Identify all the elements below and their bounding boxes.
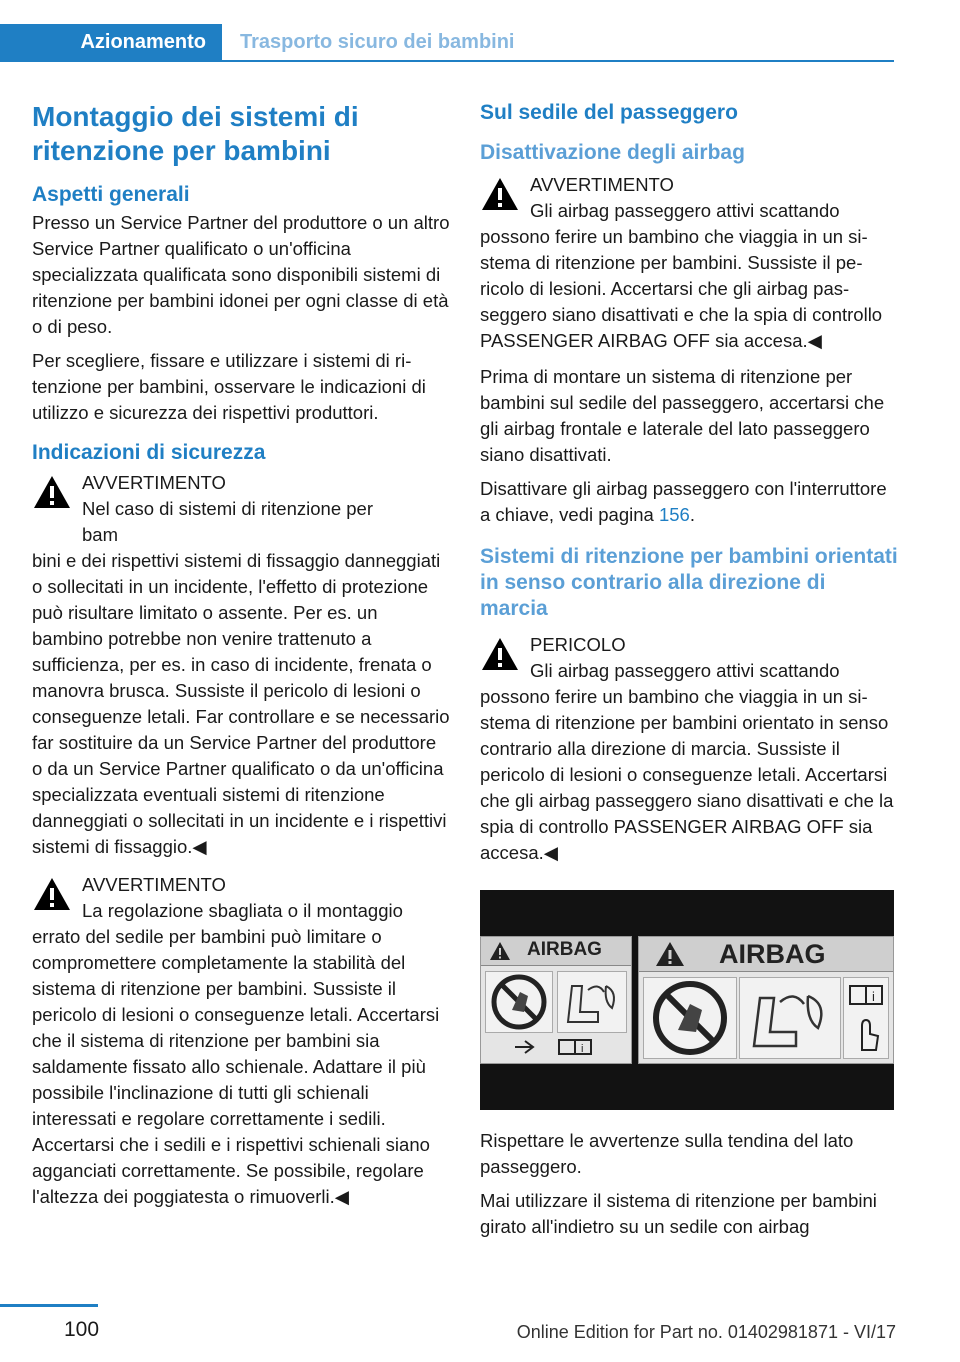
airbag-deploy-pictogram xyxy=(739,977,841,1059)
svg-text:i: i xyxy=(872,989,875,1004)
deactivate-paragraph-2-end: . xyxy=(689,504,695,525)
general-heading: Aspetti generali xyxy=(32,183,190,206)
no-child-seat-pictogram xyxy=(485,971,553,1033)
page-number: 100 xyxy=(64,1318,100,1341)
left-column xyxy=(32,100,450,1220)
warning-first-line: Gli airbag passeggero attivi scattando xyxy=(530,200,840,221)
footer-rule xyxy=(0,1304,98,1307)
warning-triangle-icon xyxy=(32,876,72,912)
right-column xyxy=(480,100,898,1248)
danger-block xyxy=(480,632,898,866)
warning-triangle-icon xyxy=(655,941,685,967)
danger-first-line: Gli airbag passeggero attivi scattando xyxy=(530,660,840,681)
warning-triangle-icon xyxy=(489,941,511,961)
deactivate-paragraph-2 xyxy=(480,476,898,528)
airbag-label-image xyxy=(480,890,894,1110)
general-paragraph-2: Per scegliere, fissare e utilizzare i sistemi di ritenzione per bambini, osservare le indicazioni di utilizzo e sicurezza dei rispettivi produttori. xyxy=(32,350,426,423)
passenger-seat-heading: Sul sedile del passeggero xyxy=(480,101,738,124)
warning-block-3 xyxy=(480,172,898,354)
warning-title: AVVERTIMENTO xyxy=(530,174,674,195)
airbag-label-small xyxy=(480,936,632,1064)
prohibited-child-seat-icon xyxy=(486,972,552,1032)
warning-body: bini e dei rispettivi sistemi di fissaggio danneggiati o sollecitati in un incidente, l'effetto di protezione può risultare limitato o assente. Per es. un bambino potrebbe non venire trattenuto a sufficienza, per es. in caso di incidente, frenata o manovra brusca. Sussiste il pericolo di lesioni o conseguenze letali. Far controllare e se necessario far sostituire da un Service Partner del produttore o da un Service Partner qualificato o da un'officina specializzata eventuali sistemi di ritenzione danneggiati o sollecitati in un incidente e i rispettivi sistemi di fissaggio.◀ xyxy=(32,550,450,857)
edition-note: Online Edition for Part no. 01402981871 - VI/17 xyxy=(516,1322,896,1342)
manual-hand-pictogram xyxy=(843,977,889,1059)
airbag-deploy-icon xyxy=(558,972,626,1032)
hand-book-icon xyxy=(844,978,888,1058)
warning-triangle-icon xyxy=(480,636,520,672)
warning-title: AVVERTIMENTO xyxy=(82,874,226,895)
hand-book-icon xyxy=(511,1037,601,1057)
airbag-label-small-text: AIRBAG xyxy=(527,939,602,960)
warning-first-line: La regolazione sbagliata o il montaggio xyxy=(82,900,403,921)
svg-text:i: i xyxy=(581,1043,584,1055)
airbag-label-large xyxy=(638,936,894,1064)
airbag-deploy-icon xyxy=(740,978,840,1058)
deactivate-paragraph-2-text: Disattivare gli airbag passeggero con l'interruttore a chiave, vedi pagina xyxy=(480,478,887,525)
header-section-label: Azionamento xyxy=(80,31,206,53)
airbag-deploy-pictogram xyxy=(557,971,627,1033)
no-child-seat-pictogram xyxy=(643,977,737,1059)
after-image-paragraph-2: Mai utilizzare il sistema di ritenzione per bambini girato all'indietro su un sedile con airbag xyxy=(480,1190,877,1237)
warning-body: possono ferire un bambino che viaggia in un sistema di ritenzione per bambini. Sussiste il pericolo di lesioni. Accertarsi che gli airbag passeggero siano disattivati e che la spia di controllo PASSENGER AIRBAG OFF sia accesa.◀ xyxy=(480,226,883,351)
page-title: Montaggio dei sistemi di ritenzione per bambini xyxy=(32,101,359,166)
safety-heading: Indicazioni di sicurezza xyxy=(32,441,266,464)
warning-title: AVVERTIMENTO xyxy=(82,472,226,493)
airbag-label-large-text: AIRBAG xyxy=(719,939,826,969)
rearward-facing-heading: Sistemi di ritenzione per bambini orientati in senso contrario alla direzione di marcia xyxy=(480,545,898,620)
prohibited-child-seat-icon xyxy=(644,978,736,1058)
warning-body: errato del sedile per bambini può limitare o compromettere completamente la stabilità del sistema di ritenzione per bambini. Sussiste il pericolo di lesioni o conseguenze letali. Accertarsi che il sistema di ritenzione per bambini sia saldamente fissato allo schienale. Adattare il più possibile l'inclinazione di tutti gli schienali interessati e regolare correttamente i sedili. Accertarsi che i sedili e i rispettivi schienali siano agganciati correttamente. Se possibile, regolare l'altezza dei poggiatesta o rimuoverli.◀ xyxy=(32,926,440,1207)
warning-block-2 xyxy=(32,872,450,1210)
header-section-tab xyxy=(0,24,222,62)
warning-triangle-icon xyxy=(32,474,72,510)
page-reference-link[interactable]: 156 xyxy=(658,504,690,525)
danger-title: PERICOLO xyxy=(530,634,626,655)
warning-first-line: Nel caso di sistemi di ritenzione per bam xyxy=(82,498,373,545)
warning-block-1 xyxy=(32,470,450,860)
deactivate-airbag-heading: Disattivazione degli airbag xyxy=(480,141,745,164)
header-rule xyxy=(222,60,894,62)
general-paragraph-1: Presso un Service Partner del produttore o un altro Service Partner qualificato o un'officina specializzata qualificata sono disponibili sistemi di ritenzione per bambini idonei per ogni classe di età o di peso. xyxy=(32,212,450,337)
warning-triangle-icon xyxy=(480,176,520,212)
danger-body: possono ferire un bambino che viaggia in un sistema di ritenzione per bambini orientato in senso contrario alla direzione di marcia. Sussiste il pericolo di lesioni o conseguenze letali. Accertarsi che gli airbag passeggero siano disattivati e che la spia di controllo PASSENGER AIRBAG OFF sia accesa.◀ xyxy=(480,686,894,863)
after-image-paragraph-1: Rispettare le avvertenze sulla tendina del lato passeggero. xyxy=(480,1130,854,1177)
deactivate-paragraph-1: Prima di montare un sistema di ritenzione per bambini sul sedile del passeggero, accertarsi che gli airbag frontale e laterale del lato passeggero siano disattivati. xyxy=(480,366,885,465)
header-subsection-label: Trasporto sicuro dei bambini xyxy=(240,31,515,53)
